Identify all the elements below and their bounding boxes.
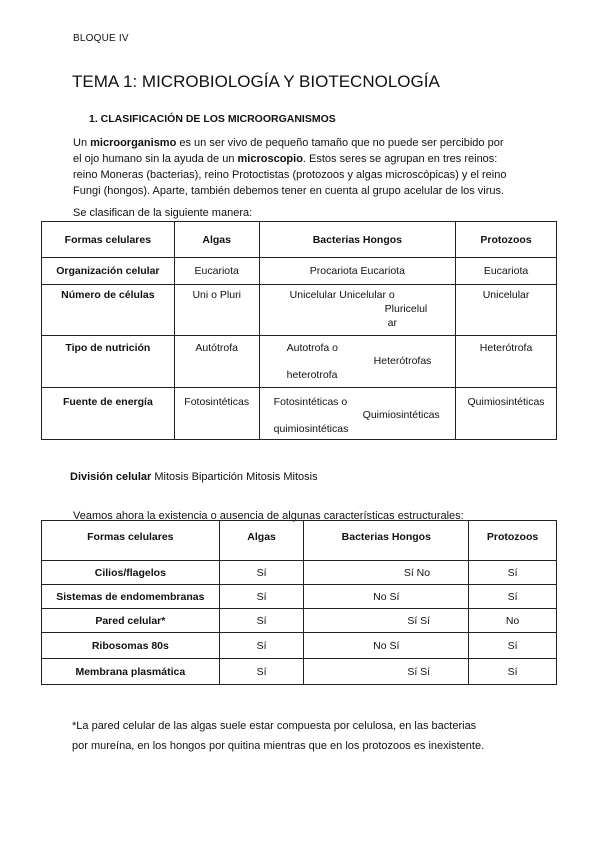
- footnote-line-1: *La pared celular de las algas suele estar compuesta por celulosa, en las bacterias: [72, 720, 477, 732]
- row-label: Membrana plasmática: [42, 659, 220, 685]
- table-cell: Quimiosintéticas: [456, 388, 557, 440]
- classification-table: [41, 221, 557, 440]
- table-cell: Sí: [219, 609, 304, 633]
- division-label: División celular: [70, 471, 152, 483]
- header-cell: Protozoos: [456, 222, 557, 258]
- table-cell: Eucariota: [456, 258, 557, 285]
- table-row: [42, 561, 557, 585]
- row-label: Cilios/flagelos: [42, 561, 220, 585]
- table-row: [42, 659, 557, 685]
- cell-text: Autotrofa o: [286, 342, 339, 354]
- table-cell: Sí: [469, 633, 557, 659]
- cell-text: Quimiosintéticas: [362, 409, 440, 421]
- header-cell: Algas: [174, 222, 259, 258]
- division-celular: [70, 471, 318, 483]
- table-cell: Autótrofa: [174, 336, 259, 388]
- cell-text: Pluricelul: [384, 303, 428, 315]
- intro-text: es un ser vivo de pequeño tamaño que no puede ser percibido por: [176, 137, 504, 149]
- table-cell: Sí: [219, 585, 304, 609]
- table-cell: Heterótrofa: [456, 336, 557, 388]
- classification-intro: Se clasifican de la siguiente manera:: [73, 207, 253, 219]
- structures-intro: Veamos ahora la existencia o ausencia de algunas características estructurales:: [73, 510, 464, 522]
- row-label: Ribosomas 80s: [42, 633, 220, 659]
- table-header-row: [42, 222, 557, 258]
- table-cell: Sí Sí: [304, 659, 469, 685]
- table-row: [42, 609, 557, 633]
- table-cell: Sí: [469, 561, 557, 585]
- header-cell: Protozoos: [469, 521, 557, 561]
- table-cell: Fotosintéticas: [174, 388, 259, 440]
- intro-paragraph: [73, 135, 523, 199]
- row-label: Pared celular*: [42, 609, 220, 633]
- header-cell: Formas celulares: [42, 521, 220, 561]
- table-cell: No Sí: [304, 585, 469, 609]
- table-cell: [259, 285, 455, 336]
- table-cell: Uni o Pluri: [174, 285, 259, 336]
- intro-text: Un: [73, 137, 91, 149]
- intro-line-1: [73, 135, 523, 151]
- table-cell: Sí Sí: [304, 609, 469, 633]
- row-label: Fuente de energía: [42, 388, 175, 440]
- section-heading: 1. CLASIFICACIÓN DE LOS MICROORGANISMOS: [89, 113, 336, 125]
- intro-text: . Estos seres se agrupan en tres reinos:: [302, 153, 498, 165]
- table-cell: Sí: [469, 659, 557, 685]
- intro-line-2: [73, 151, 523, 167]
- intro-line-3: reino Moneras (bacterias), reino Protoctistas (protozoos y algas microscópicas) y el reino: [73, 169, 507, 181]
- cell-text: heterotrofa: [286, 369, 338, 381]
- intro-line-4: Fungi (hongos). Aparte, también debemos tener en cuenta al grupo acelular de los virus.: [73, 185, 505, 197]
- row-label: Organización celular: [42, 258, 175, 285]
- table-cell: No Sí: [304, 633, 469, 659]
- header-cell: Bacterias Hongos: [304, 521, 469, 561]
- division-values: Mitosis Bipartición Mitosis Mitosis: [151, 471, 318, 483]
- table-cell: [259, 388, 455, 440]
- table-cell: Procariota Eucariota: [259, 258, 455, 285]
- footnote-line-2: por mureína, en los hongos por quitina mientras que en los protozoos es inexistente.: [72, 740, 485, 752]
- cell-text: ar: [387, 317, 397, 329]
- table-cell: Unicelular: [456, 285, 557, 336]
- table-cell: Sí: [219, 561, 304, 585]
- table-row: [42, 633, 557, 659]
- header-cell: Formas celulares: [42, 222, 175, 258]
- header-bloque: BLOQUE IV: [73, 33, 129, 44]
- table-row: [42, 285, 557, 336]
- table-cell: No: [469, 609, 557, 633]
- table-cell: [259, 336, 455, 388]
- table-row: [42, 258, 557, 285]
- footnote: [72, 716, 484, 756]
- table-row: [42, 336, 557, 388]
- table-cell: Sí: [219, 659, 304, 685]
- cell-text: Unicelular Unicelular o: [289, 289, 395, 301]
- cell-text: Fotosintéticas o: [273, 396, 348, 408]
- term-microscopio: microscopio: [237, 153, 303, 165]
- table-row: [42, 585, 557, 609]
- cell-text: Heterótrofas: [373, 355, 432, 367]
- row-label: Número de células: [42, 285, 175, 336]
- row-label: Tipo de nutrición: [42, 336, 175, 388]
- header-cell: Bacterias Hongos: [259, 222, 455, 258]
- intro-text: el ojo humano sin la ayuda de un: [73, 153, 238, 165]
- term-microorganismo: microorganismo: [90, 137, 177, 149]
- table-cell: Sí No: [304, 561, 469, 585]
- table-cell: Eucariota: [174, 258, 259, 285]
- table-row: [42, 388, 557, 440]
- structures-table: [41, 520, 557, 685]
- table-header-row: [42, 521, 557, 561]
- page-title: TEMA 1: MICROBIOLOGÍA Y BIOTECNOLOGÍA: [72, 72, 440, 91]
- row-label: Sistemas de endomembranas: [42, 585, 220, 609]
- table-cell: Sí: [219, 633, 304, 659]
- header-cell: Algas: [219, 521, 304, 561]
- table-cell: Sí: [469, 585, 557, 609]
- cell-text: quimiosintéticas: [273, 423, 349, 435]
